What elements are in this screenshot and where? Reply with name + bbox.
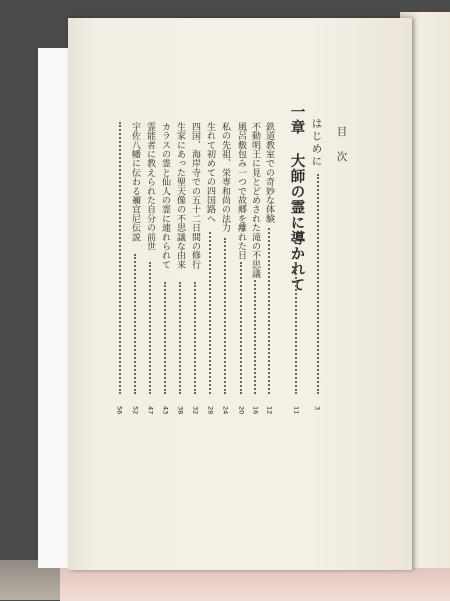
intro-page: 3 [313, 406, 322, 411]
entry-leader [194, 282, 196, 394]
entry-page: 28 [206, 406, 215, 415]
entry-page: 16 [251, 406, 260, 415]
intro-leader [317, 174, 319, 394]
toc-entry: 霊能者に教えられた自分の前世 [145, 122, 155, 251]
entry-leader [209, 232, 211, 394]
intro-label: はじめに [310, 118, 323, 168]
toc-entry: 鉄道教室での奇妙な体験 [264, 122, 274, 224]
entry-leader [224, 238, 226, 394]
entry-page: 47 [146, 406, 155, 415]
entry-page: 52 [131, 406, 140, 415]
entry-page: 56 [115, 406, 124, 415]
chapter-title: 一章 大師の霊に導かれて [288, 104, 306, 293]
entry-page: 38 [176, 406, 185, 415]
chapter-leader [295, 262, 297, 394]
toc-title: 目 次 [335, 126, 348, 164]
entry-page: 24 [221, 406, 230, 415]
toc-entry: 不動明王に見とどめされた滝の不思議 [250, 122, 260, 279]
toc-entry: 風呂敷包み一つで故郷を離れた日 [236, 122, 246, 260]
toc-entry: 宇佐八幡に伝わる禰宜尼伝説 [130, 122, 140, 242]
entry-leader [134, 254, 136, 394]
entry-leader [149, 262, 151, 394]
toc-page [68, 18, 412, 570]
entry-leader [119, 122, 121, 394]
white-book-edge [38, 48, 69, 568]
entry-leader [254, 280, 256, 394]
toc-entry: 生れて初めての四国路へ [205, 122, 215, 224]
toc-entry: 四国、海岸寺での五十二日間の修行 [190, 122, 200, 270]
toc-entry: 私の先祖、栄専和尚の法力 [220, 122, 230, 233]
entry-leader [240, 262, 242, 394]
chapter-page: 11 [292, 406, 301, 415]
entry-page: 12 [265, 406, 274, 415]
toc-entry: 生家にあった聖天像の不思議な由来 [175, 122, 185, 270]
entry-page: 32 [191, 406, 200, 415]
entry-page: 43 [161, 406, 170, 415]
entry-leader [268, 228, 270, 394]
entry-page: 20 [237, 406, 246, 415]
toc-entry: カラスの霊と仙人の霊に連れられて [160, 122, 170, 270]
entry-leader [179, 282, 181, 394]
entry-leader [164, 282, 166, 394]
